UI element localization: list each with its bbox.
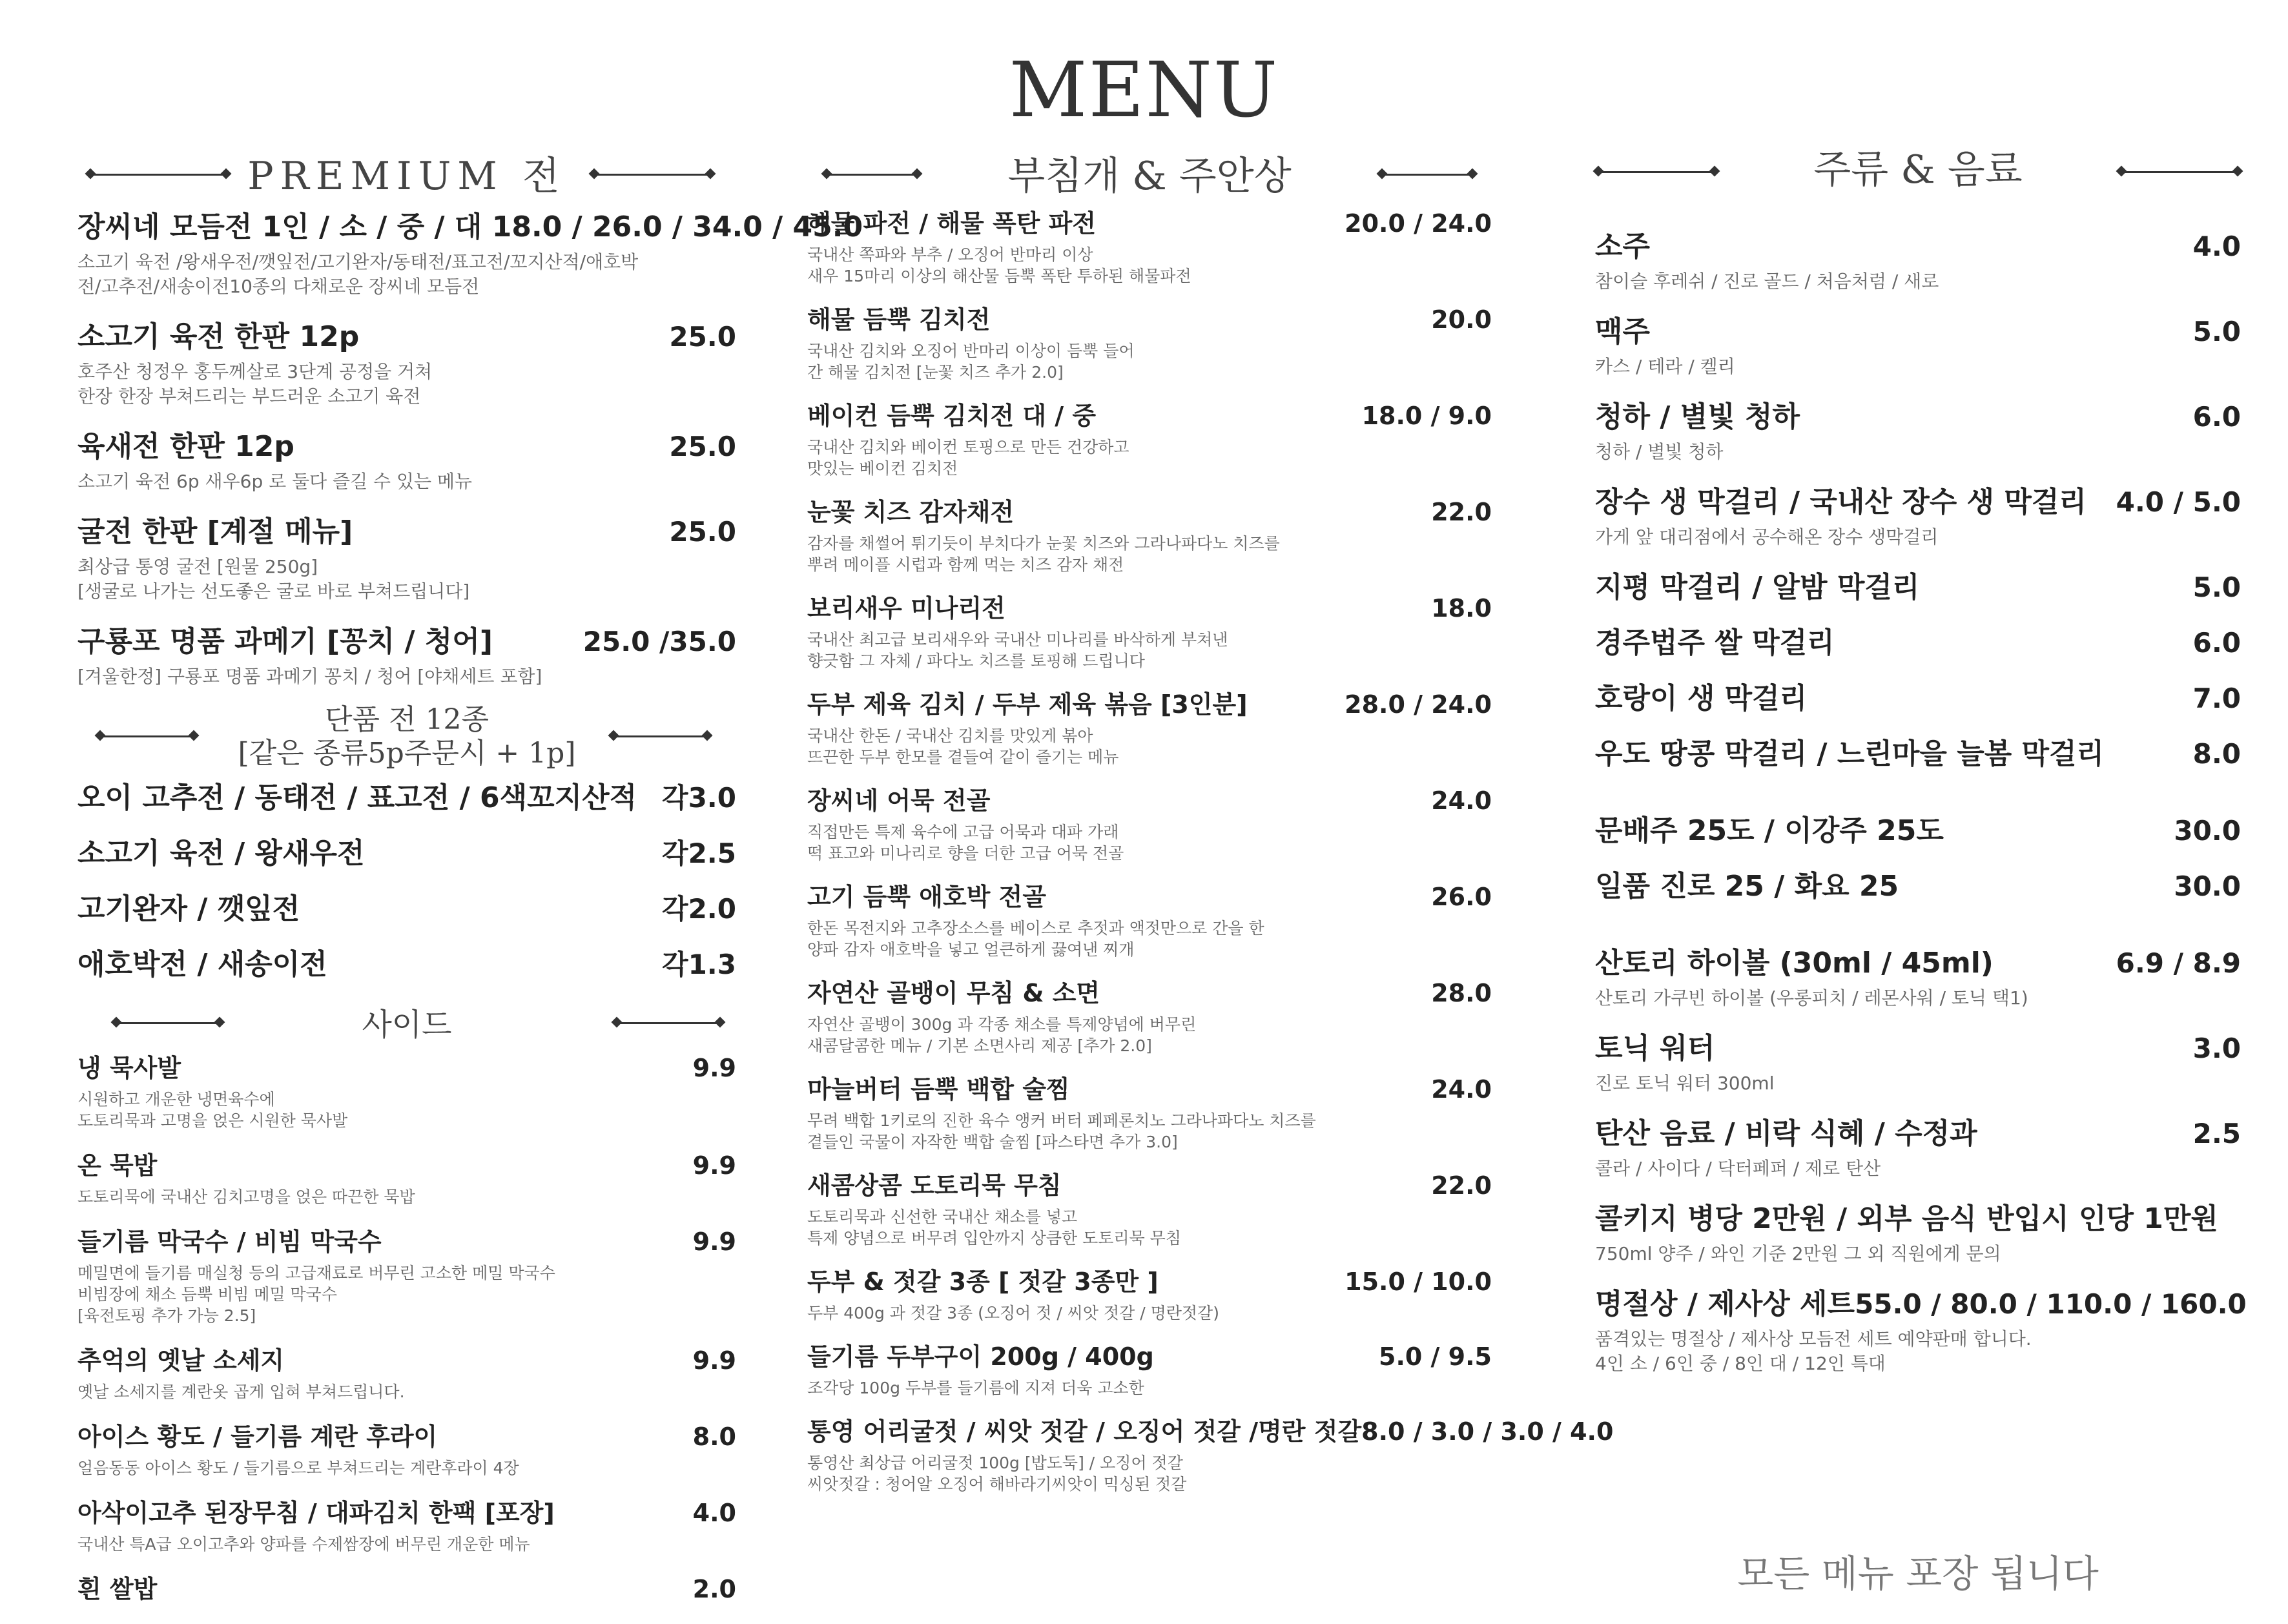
item-name: 소주: [1595, 230, 1651, 263]
item-price: 26.0: [1431, 883, 1492, 911]
side-item: [77, 1222, 736, 1326]
item-description: 얼음동동 아이스 황도 / 들기름으로 부쳐드리는 계란후라이 4장: [77, 1459, 519, 1477]
item-name: 냉 묵사발: [77, 1054, 181, 1082]
item-name: 베이컨 듬뿍 김치전 대 / 중: [807, 402, 1097, 430]
item-name: 콜키지 병당 2만원 / 외부 음식 반입시 인당 1만원: [1595, 1202, 2218, 1235]
item-price: 4.0: [2192, 231, 2241, 262]
menu-item: [1595, 675, 2241, 716]
item-description: 국내산 김치와 베이컨 토핑으로 만든 건강하고 맛있는 베이컨 김치전: [807, 438, 1129, 478]
item-description: 두부 400g 과 젓갈 3종 (오징어 젓 / 씨앗 젓갈 / 명란젓갈): [807, 1304, 1219, 1322]
pancake-heading-text: 부침개 & 주안상: [1007, 154, 1292, 199]
drinks-heading-text: 주류 & 음료: [1813, 147, 2023, 192]
item-price: 18.0 / 9.0: [1361, 402, 1492, 430]
item-name: 아삭이고추 된장무침 / 대파김치 한팩 [포장]: [77, 1499, 555, 1527]
menu-item: [807, 1166, 1492, 1249]
item-price: 18.0: [1431, 594, 1492, 622]
item-description: 시원하고 개운한 냉면육수에 도토리묵과 고명을 얹은 시원한 묵사발: [77, 1090, 348, 1130]
item-price: 24.0: [1431, 786, 1492, 815]
item-price: 각1.3: [662, 949, 736, 980]
pancake-heading: [807, 132, 1492, 203]
item-description: 국내산 최고급 보리새우와 국내산 미나리를 바삭하게 부쳐낸 향긋함 그 자체 / 파다노 치즈를 토핑해 드립니다: [807, 630, 1228, 670]
item-name: 새콤상콤 도토리묵 무침: [807, 1171, 1062, 1200]
item-description: 진로 토닉 워터 300ml: [1595, 1073, 1775, 1094]
item-name: 토닉 워터: [1595, 1032, 1715, 1065]
item-name: 애호박전 / 새송이전: [77, 948, 327, 981]
item-price: 3.0: [2192, 1033, 2241, 1064]
item-price: 각3.0: [662, 782, 736, 814]
item-description: 옛날 소세지를 계란옷 곱게 입혀 부쳐드립니다.: [77, 1382, 405, 1401]
item-name: 들기름 두부구이 200g / 400g: [807, 1342, 1154, 1371]
item-price: 6.0: [2192, 401, 2241, 433]
menu-item: [77, 618, 736, 689]
single-item: [77, 830, 736, 871]
menu-item: [1595, 1110, 2241, 1181]
item-description: 카스 / 테라 / 켈리: [1595, 356, 1735, 377]
item-name: 산토리 하이볼 (30ml / 45ml): [1595, 947, 1994, 980]
single-item: [77, 941, 736, 982]
item-description: 자연산 골뱅이 300g 과 각종 채소를 특제양념에 버무린 새콤달콤한 메뉴 / 기본 소면사리 제공 [추가 2.0]: [807, 1015, 1197, 1055]
item-price: 5.0: [2192, 571, 2241, 603]
item-description: 산토리 가쿠빈 하이볼 (우롱피치 / 레몬사워 / 토닉 택1): [1595, 987, 2028, 1009]
item-price: 6.0: [2192, 627, 2241, 659]
item-price: 30.0: [2174, 870, 2241, 902]
item-description: 최상급 통영 굴전 [원물 250g] [생굴로 나가는 선도좋은 굴로 바로 부쳐드립니다]: [77, 556, 470, 602]
item-price: 20.0: [1431, 305, 1492, 334]
item-name: 소고기 육전 / 왕새우전: [77, 837, 365, 870]
menu-item: [807, 877, 1492, 960]
item-description: 조각당 100g 두부를 들기름에 지져 더욱 고소한: [807, 1379, 1144, 1397]
single-item: [77, 885, 736, 927]
menu-item: [1595, 1195, 2241, 1266]
menu-item: [807, 1412, 1614, 1495]
item-name: 해물 파전 / 해물 폭탄 파전: [807, 209, 1097, 238]
item-description: 호주산 청정우 홍두께살로 3단계 공정을 거쳐 한장 한장 부쳐드리는 부드러운 소고기 육전: [77, 361, 433, 407]
menu-item: [1595, 940, 2241, 1011]
item-description: 통영산 최상급 어리굴젓 100g [밥도둑] / 오징어 젓갈 씨앗젓갈 : 청어알 오징어 해바라기씨앗이 믹싱된 젓갈: [807, 1454, 1187, 1494]
single-heading-text: 단품 전 12종: [325, 703, 489, 736]
menu-item: [1595, 478, 2241, 550]
item-name: 지평 막걸리 / 알밤 막걸리: [1595, 571, 1920, 604]
item-price: 4.0 / 5.0: [2116, 486, 2241, 518]
menu-item: [807, 492, 1492, 575]
item-description: 청하 / 별빛 청하: [1595, 441, 1724, 462]
item-description: 국내산 특A급 오이고추와 양파를 수제쌈장에 버무린 개운한 메뉴: [77, 1535, 530, 1554]
item-name: 들기름 막국수 / 비빔 막국수: [77, 1228, 382, 1256]
menu-item: [807, 1069, 1492, 1153]
item-description: [겨울한정] 구룡포 명품 과메기 꽁치 / 청어 [야채세트 포함]: [77, 666, 542, 687]
item-name: 해물 듬뿍 김치전: [807, 305, 991, 334]
premium-heading: [77, 132, 736, 203]
menu-item: [807, 300, 1492, 383]
item-name: 아이스 황도 / 들기름 계란 후라이: [77, 1423, 438, 1451]
item-price: 각2.5: [662, 838, 736, 869]
item-name: 통영 어리굴젓 / 씨앗 젓갈 / 오징어 젓갈 /명란 젓갈: [807, 1417, 1362, 1446]
menu-item: [77, 203, 863, 299]
menu-item: [1595, 564, 2241, 605]
side-item: [77, 1493, 736, 1555]
pancake-column: [807, 132, 1614, 1508]
item-price: 2.0: [692, 1575, 736, 1603]
menu-item: [807, 1337, 1492, 1399]
menu-title: MENU: [1009, 45, 1279, 134]
item-price: 30.0: [2174, 815, 2241, 847]
menu-item: [1595, 1025, 2241, 1096]
single-heading: [77, 703, 736, 774]
side-item: [77, 1341, 736, 1403]
side-item: [77, 1048, 736, 1131]
item-name: 고기완자 / 깻잎전: [77, 892, 300, 925]
menu-item: [1595, 223, 2241, 294]
menu-item: [807, 684, 1492, 768]
menu-item: [807, 588, 1492, 672]
item-name: 일품 진로 25 / 화요 25: [1595, 870, 1899, 903]
item-name: 장수 생 막걸리 / 국내산 장수 생 막걸리: [1595, 486, 2087, 519]
item-name: 경주법주 쌀 막걸리: [1595, 626, 1835, 659]
item-price: 9.9: [692, 1346, 736, 1375]
item-description: 콜라 / 사이다 / 닥터페퍼 / 제로 탄산: [1595, 1158, 1881, 1179]
item-name: 자연산 골뱅이 무침 & 소면: [807, 979, 1100, 1007]
menu-item: [807, 973, 1492, 1056]
item-description: 감자를 채썰어 튀기듯이 부치다가 눈꽃 치즈와 그라나파다노 치즈를 뿌려 메이플 시럽과 함께 먹는 치즈 감자 채전: [807, 534, 1280, 574]
item-name: 보리새우 미나리전: [807, 594, 1005, 622]
item-price: 8.0: [692, 1423, 736, 1451]
item-name: 고기 듬뿍 애호박 전골: [807, 883, 1047, 911]
item-name: 호랑이 생 막걸리: [1595, 682, 1808, 715]
menu-item: [1595, 807, 2241, 848]
item-price: 9.9: [692, 1228, 736, 1256]
menu-item: [807, 396, 1492, 479]
item-price: 25.0: [669, 431, 736, 462]
menu-item: [77, 313, 736, 409]
item-description: 참이슬 후레쉬 / 진로 골드 / 처음처럼 / 새로: [1595, 271, 1939, 292]
drinks-column: [1595, 132, 2247, 1390]
item-description: 가게 앞 대리점에서 공수해온 장수 생막걸리: [1595, 526, 1939, 548]
item-name: 우도 땅콩 막걸리 / 느린마을 늘봄 막걸리: [1595, 737, 2105, 770]
item-price: 25.0 /35.0: [582, 626, 736, 657]
item-description: 국내산 한돈 / 국내산 김치를 맛있게 볶아 뜨끈한 두부 한모를 곁들여 같이 즐기는 메뉴: [807, 726, 1119, 766]
item-name: 명절상 / 제사상 세트: [1595, 1288, 1855, 1321]
item-description: 한돈 목전지와 고추장소스를 베이스로 추젓과 액젓만으로 간을 한 양파 감자 애호박을 넣고 얼큰하게 끓여낸 찌개: [807, 919, 1264, 959]
item-name: 문배주 25도 / 이강주 25도: [1595, 814, 1944, 847]
item-name: 온 묵밥: [77, 1151, 158, 1180]
item-description: 도토리묵에 국내산 김치고명을 얹은 따끈한 묵밥: [77, 1187, 415, 1206]
item-price: 2.5: [2192, 1118, 2241, 1149]
item-description: 소고기 육전 6p 새우6p 로 둘다 즐길 수 있는 메뉴: [77, 471, 473, 492]
menu-item: [77, 508, 736, 604]
item-name: 마늘버터 듬뿍 백합 술찜: [807, 1075, 1070, 1104]
side-heading: [77, 996, 736, 1048]
item-description: 도토리묵과 신선한 국내산 채소를 넣고 특제 양념으로 버무려 입안까지 상큼한 도토리묵 무침: [807, 1208, 1181, 1248]
item-price: 9.9: [692, 1054, 736, 1082]
menu-item: [1595, 863, 2241, 904]
item-price: 8.0: [2192, 738, 2241, 770]
side-heading-text: 사이드: [362, 1007, 452, 1043]
menu-item: [1595, 619, 2241, 661]
item-price: 25.0: [669, 516, 736, 548]
item-price: 15.0 / 10.0: [1345, 1268, 1492, 1296]
side-item: [77, 1417, 736, 1479]
takeout-notice: 모든 메뉴 포장 됩니다: [1737, 1552, 2099, 1596]
item-name: 소고기 육전 한판 12p: [77, 320, 360, 353]
item-name: 구룡포 명품 과메기 [꽁치 / 청어]: [77, 625, 493, 658]
item-name: 두부 제육 김치 / 두부 제육 볶음 [3인분]: [807, 690, 1248, 719]
item-price: 각2.0: [662, 893, 736, 925]
item-name: 눈꽃 치즈 감자채전: [807, 498, 1015, 526]
item-name: 청하 / 별빛 청하: [1595, 400, 1800, 433]
item-description: 국내산 쪽파와 부추 / 오징어 반마리 이상 새우 15마리 이상의 해산물 듬뿍 폭탄 투하된 해물파전: [807, 245, 1191, 285]
item-name: 장씨네 어묵 전골: [807, 786, 991, 815]
item-price: 28.0 / 24.0: [1345, 690, 1492, 719]
item-price: 22.0: [1431, 1171, 1492, 1200]
item-name: 육새전 한판 12p: [77, 430, 294, 463]
side-item: [77, 1146, 736, 1208]
menu-item: [1595, 1280, 2247, 1376]
item-price: 20.0 / 24.0: [1345, 209, 1492, 238]
item-price: 22.0: [1431, 498, 1492, 526]
item-price: 6.9 / 8.9: [2116, 947, 2241, 979]
item-price: 28.0: [1431, 979, 1492, 1007]
item-name: 맥주: [1595, 315, 1651, 348]
menu-item: [807, 203, 1492, 287]
item-description: 소고기 육전 /왕새우전/깻잎전/고기완자/동태전/표고전/꼬지산적/애호박 전/고추전/새송이전10종의 다채로운 장씨네 모듬전: [77, 251, 639, 297]
item-description: 750ml 양주 / 와인 기준 2만원 그 외 직원에게 문의: [1595, 1243, 2001, 1264]
item-name: 추억의 옛날 소세지: [77, 1346, 285, 1375]
menu-item: [1595, 393, 2241, 464]
item-price: 5.0 / 9.5: [1379, 1342, 1492, 1371]
single-heading-sub: [같은 종류5p주문시 + 1p]: [238, 737, 576, 770]
item-name: 오이 고추전 / 동태전 / 표고전 / 6색꼬지산적: [77, 781, 637, 814]
item-description: 메밀면에 들기름 매실청 등의 고급재료로 버무린 고소한 메밀 막국수 비빔장에 채소 듬뿍 비빔 메밀 막국수 [육전토핑 추가 가능 2.5]: [77, 1264, 555, 1325]
item-price: 9.9: [692, 1151, 736, 1180]
item-price: 25.0: [669, 321, 736, 353]
drinks-heading: [1595, 132, 2241, 223]
menu-item: [1595, 308, 2241, 379]
premium-column: [77, 132, 863, 1619]
item-name: 굴전 한판 [계절 메뉴]: [77, 515, 353, 548]
menu-item: [77, 423, 736, 494]
side-item: [77, 1569, 736, 1605]
item-price: 55.0 / 80.0 / 110.0 / 160.0: [1855, 1288, 2247, 1320]
premium-heading-text: PREMIUM 전: [247, 154, 566, 199]
item-name: 흰 쌀밥: [77, 1575, 158, 1603]
item-price: 5.0: [2192, 316, 2241, 347]
item-name: 탄산 음료 / 비락 식혜 / 수정과: [1595, 1117, 1977, 1150]
item-description: 품격있는 명절상 / 제사상 모듬전 세트 예약판매 합니다. 4인 소 / 6인 중 / 8인 대 / 12인 특대: [1595, 1328, 2032, 1374]
single-item: [77, 774, 736, 816]
item-name: 두부 & 젓갈 3종 [ 젓갈 3종만 ]: [807, 1268, 1159, 1296]
item-name: 장씨네 모듬전 1인 / 소 / 중 / 대 18.0 / 26.0 / 34.0 / 45.0: [77, 211, 863, 243]
item-description: 직접만든 특제 육수에 고급 어묵과 대파 가래 떡 표고와 미나리로 향을 더한 고급 어묵 전골: [807, 823, 1124, 863]
menu-item: [807, 1262, 1492, 1324]
item-price: 8.0 / 3.0 / 3.0 / 4.0: [1361, 1417, 1614, 1446]
item-price: 24.0: [1431, 1075, 1492, 1104]
item-description: 무려 백합 1키로의 진한 육수 앵커 버터 페페론치노 그라나파다노 치즈를 곁들인 국물이 자작한 백합 술찜 [파스타면 추가 3.0]: [807, 1111, 1316, 1151]
item-price: 7.0: [2192, 683, 2241, 714]
menu-item: [1595, 730, 2241, 772]
item-price: 4.0: [692, 1499, 736, 1527]
menu-item: [807, 781, 1492, 864]
item-description: 국내산 김치와 오징어 반마리 이상이 듬뿍 들어 간 해물 김치전 [눈꽃 치즈 추가 2.0]: [807, 342, 1135, 382]
